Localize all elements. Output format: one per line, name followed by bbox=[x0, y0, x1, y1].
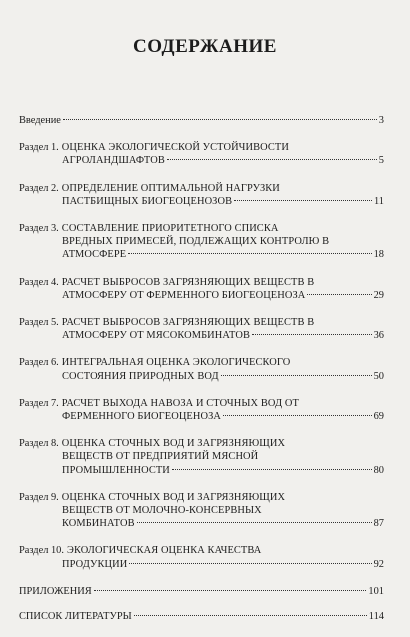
toc-entry-section-1[interactable] bbox=[19, 141, 384, 167]
toc-page-number: 50 bbox=[373, 370, 384, 382]
toc-page-number: 29 bbox=[373, 289, 384, 301]
section-title-line: ВЕЩЕСТВ ОТ ПРЕДПРИЯТИЙ МЯСНОЙ bbox=[62, 451, 259, 463]
section-title-line: КОМБИНАТОВ bbox=[62, 518, 135, 530]
toc-entry-references[interactable] bbox=[19, 610, 384, 623]
section-title-line: ПРОДУКЦИИ bbox=[62, 558, 128, 570]
toc-page-number: 11 bbox=[373, 195, 384, 207]
toc-page-number: 80 bbox=[373, 464, 384, 476]
section-title-line: ОЦЕНКА ЭКОЛОГИЧЕСКОЙ УСТОЙЧИВОСТИ bbox=[61, 142, 289, 154]
section-label: Раздел 2. bbox=[19, 182, 59, 194]
table-of-contents bbox=[19, 114, 384, 637]
dot-leader bbox=[129, 563, 371, 564]
section-label: Раздел 4. bbox=[19, 276, 59, 288]
section-title-line: ВРЕДНЫХ ПРИМЕСЕЙ, ПОДЛЕЖАЩИХ КОНТРОЛЮ В bbox=[62, 236, 330, 248]
toc-entry-section-2[interactable] bbox=[19, 182, 384, 208]
toc-entry-section-9[interactable] bbox=[19, 491, 384, 531]
section-title-line: РАСЧЕТ ВЫБРОСОВ ЗАГРЯЗНЯЮЩИХ ВЕЩЕСТВ В bbox=[61, 276, 315, 288]
toc-entry-section-5[interactable] bbox=[19, 316, 384, 342]
section-label: Раздел 8. bbox=[19, 438, 59, 450]
section-title-line: ФЕРМЕННОГО БИОГЕОЦЕНОЗА bbox=[62, 411, 221, 423]
dot-leader bbox=[223, 415, 372, 416]
toc-entry-section-3[interactable] bbox=[19, 222, 384, 262]
toc-entry-section-8[interactable] bbox=[19, 437, 384, 477]
section-title-line: ПРОМЫШЛЕННОСТИ bbox=[62, 464, 170, 476]
dot-leader bbox=[221, 375, 372, 376]
dot-leader bbox=[167, 159, 377, 160]
dot-leader bbox=[234, 200, 372, 201]
dot-leader bbox=[172, 469, 372, 470]
section-title-line: ВЕЩЕСТВ ОТ МОЛОЧНО-КОНСЕРВНЫХ bbox=[62, 505, 262, 517]
section-title-line: АТМОСФЕРУ ОТ МЯСОКОМБИНАТОВ bbox=[62, 330, 251, 342]
dot-leader bbox=[307, 294, 371, 295]
section-label: Раздел 3. bbox=[19, 223, 59, 235]
section-title-line: АТМОСФЕРЕ bbox=[62, 249, 127, 261]
toc-page-number: 87 bbox=[373, 518, 384, 530]
section-title-line: СОСТАВЛЕНИЕ ПРИОРИТЕТНОГО СПИСКА bbox=[61, 223, 279, 235]
toc-entry-label: Введение bbox=[19, 115, 61, 126]
toc-page-number: 36 bbox=[373, 330, 384, 342]
section-title-line: СОСТОЯНИЯ ПРИРОДНЫХ ВОД bbox=[62, 370, 219, 382]
toc-page-number: 101 bbox=[368, 585, 384, 597]
toc-page-number: 114 bbox=[368, 611, 384, 623]
section-label: Раздел 7. bbox=[19, 397, 59, 409]
toc-entry-label: СПИСОК ЛИТЕРАТУРЫ bbox=[19, 611, 132, 623]
dot-leader bbox=[128, 253, 371, 254]
section-title-line: РАСЧЕТ ВЫХОДА НАВОЗА И СТОЧНЫХ ВОД ОТ bbox=[61, 397, 299, 409]
section-title-line: ОЦЕНКА СТОЧНЫХ ВОД И ЗАГРЯЗНЯЮЩИХ bbox=[61, 491, 286, 503]
section-title-line: АТМОСФЕРУ ОТ ФЕРМЕННОГО БИОГЕОЦЕНОЗА bbox=[62, 289, 306, 301]
section-title-line: ИНТЕГРАЛЬНАЯ ОЦЕНКА ЭКОЛОГИЧЕСКОГО bbox=[61, 357, 291, 369]
toc-entry-intro[interactable] bbox=[19, 114, 384, 127]
toc-page-number: 5 bbox=[378, 155, 384, 167]
toc-entry-section-10[interactable] bbox=[19, 544, 384, 570]
section-title-line: РАСЧЕТ ВЫБРОСОВ ЗАГРЯЗНЯЮЩИХ ВЕЩЕСТВ В bbox=[61, 317, 315, 329]
dot-leader bbox=[134, 615, 367, 616]
toc-entry-label: ПРИЛОЖЕНИЯ bbox=[19, 585, 92, 597]
section-label: Раздел 10. bbox=[19, 545, 64, 557]
toc-page-number: 69 bbox=[373, 411, 384, 423]
section-label: Раздел 9. bbox=[19, 491, 59, 503]
section-title-line: ОПРЕДЕЛЕНИЕ ОПТИМАЛЬНОЙ НАГРУЗКИ bbox=[61, 182, 280, 194]
section-title-line: АГРОЛАНДШАФТОВ bbox=[62, 155, 165, 167]
page-title: СОДЕРЖАНИЕ bbox=[133, 36, 277, 57]
toc-page-number: 18 bbox=[373, 249, 384, 261]
dot-leader bbox=[94, 590, 367, 591]
section-title-line: ПАСТБИЩНЫХ БИОГЕОЦЕНОЗОВ bbox=[62, 195, 233, 207]
toc-page-number: 3 bbox=[378, 115, 384, 126]
section-label: Раздел 6. bbox=[19, 357, 59, 369]
section-label: Раздел 1. bbox=[19, 142, 59, 154]
dot-leader bbox=[63, 119, 377, 120]
toc-entry-section-6[interactable] bbox=[19, 356, 384, 382]
dot-leader bbox=[252, 334, 372, 335]
toc-page-number: 92 bbox=[373, 558, 384, 570]
section-title-line: ОЦЕНКА СТОЧНЫХ ВОД И ЗАГРЯЗНЯЮЩИХ bbox=[61, 438, 286, 450]
section-label: Раздел 5. bbox=[19, 317, 59, 329]
toc-entry-section-7[interactable] bbox=[19, 397, 384, 423]
toc-entry-section-4[interactable] bbox=[19, 276, 384, 302]
dot-leader bbox=[137, 522, 372, 523]
section-title-line: ЭКОЛОГИЧЕСКАЯ ОЦЕНКА КАЧЕСТВА bbox=[66, 545, 262, 557]
